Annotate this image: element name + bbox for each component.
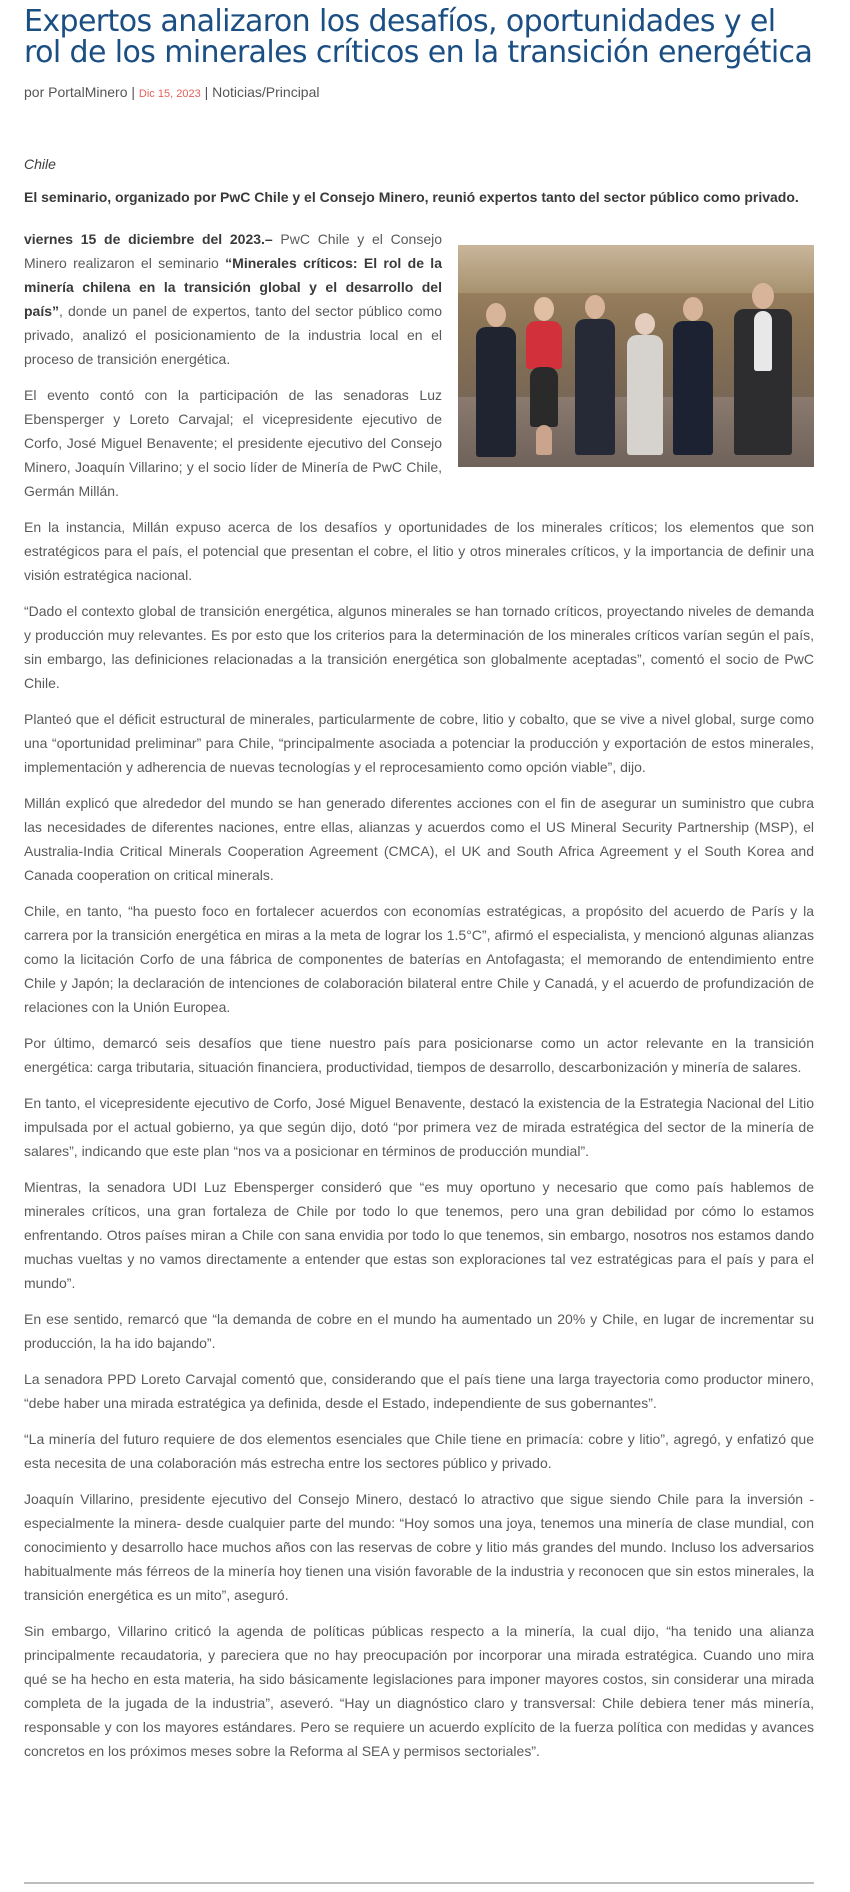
group-photo-image: [458, 245, 814, 467]
paragraph: Sin embargo, Villarino criticó la agenda de políticas públicas respecto a la minería, la cual dijo, “ha tenido una alianza principalmente recaudatoria, y pareciera que no hay preocupación por incorporar una mirada estratégica. Cuando uno mira qué se ha hecho en esta materia, ha sido básicamente legislaciones para imponer mayores costos, sin considerar una mirada completa de la jugada de la industria”, aseveró. “Hay un diagnóstico claro y transversal: Chile debiera tener más minería, responsable y con los mayores estándares. Pero se requiere un acuerdo explícito de la fuerza política con medidas y avances concretos en los próximos meses sobre la Reforma al SEA y permisos sectoriales”.: [24, 1623, 814, 1759]
photo-person: [474, 281, 518, 461]
article-body: [24, 227, 814, 1763]
seminar-name: “Minerales críticos: El rol de la minería chilena en la transición global y el desarrollo del país”: [24, 255, 442, 319]
paragraph: Mientras, la senadora UDI Luz Ebensperger consideró que “es muy oportuno y necesario que como país hablemos de minerales críticos, una gran fortaleza de Chile por todo lo que tenemos, pero una gran debilidad por cómo lo estamos enfrentando. Otros países miran a Chile con sana envidia por todo lo que tenemos, sin embargo, nosotros nos estamos dando muchas vueltas y no vamos directamente a entender que estas son exploraciones tal vez estratégicas para el país y para el mundo”.: [24, 1179, 814, 1291]
paragraph: “Dado el contexto global de transición energética, algunos minerales se han tornado críticos, proyectando niveles de demanda y producción muy relevantes. Es por esto que los criterios para la determinación de los minerales críticos varían según el país, sin embargo, las definiciones relacionadas a la transición energética son globalmente aceptadas”, comentó el socio de PwC Chile.: [24, 603, 814, 691]
category-link[interactable]: Noticias/Principal: [212, 84, 320, 100]
photo-person: [726, 269, 800, 461]
photo-person: [670, 277, 716, 461]
article-location: Chile: [24, 156, 56, 172]
paragraph: En ese sentido, remarcó que “la demanda de cobre en el mundo ha aumentado un 20% y Chile, en lugar de incrementar su producción, la ha ido bajando”.: [24, 1311, 814, 1351]
paragraph: Millán explicó que alrededor del mundo se han generado diferentes acciones con el fin de asegurar un suministro que cubra las necesidades de diferentes naciones, entre ellas, alianzas y acuerdos como el US Mineral Security Partnership (MSP), el Australia-India Critical Minerals Cooperation Agreement (CMCA), el UK and South Africa Agreement y el South Korea and Canada cooperation on critical minerals.: [24, 795, 814, 883]
dateline: viernes 15 de diciembre del 2023.–: [24, 231, 273, 247]
photo-person: [572, 277, 618, 461]
paragraph: El evento contó con la participación de las senadoras Luz Ebensperger y Loreto Carvajal; el vicepresidente ejecutivo de Corfo, José Miguel Benavente; el presidente ejecutivo del Consejo Minero, Joaquín Villarino; y el socio líder de Minería de PwC Chile, Germán Millán.: [24, 387, 442, 499]
paragraph: La senadora PPD Loreto Carvajal comentó que, considerando que el país tiene una larga trayectoria como productor minero, “debe haber una mirada estratégica ya definida, desde el Estado, independiente de sus gobernantes”.: [24, 1371, 814, 1411]
article-title: Expertos analizaron los desafíos, oportunidades y el rol de los minerales críticos en la transición energética: [24, 4, 813, 70]
meta-separator-2: |: [204, 84, 209, 100]
paragraph: Planteó que el déficit estructural de minerales, particularmente de cobre, litio y cobalto, que se vive a nivel global, surge como una “oportunidad preliminar” para Chile, “principalmente asociada a potenciar la producción y exportación de estos minerales, implementación y adherencia de nuevas tecnologías y el reprocesamiento como opción viable”, dijo.: [24, 711, 814, 775]
paragraph: “La minería del futuro requiere de dos elementos esenciales que Chile tiene en primacía: cobre y litio”, agregó, y enfatizó que esta necesita de una colaboración más estrecha entre los sectores público y privado.: [24, 1431, 814, 1471]
paragraph: Por último, demarcó seis desafíos que tiene nuestro país para posicionarse como un actor relevante en la transición energética: carga tributaria, situación financiera, productividad, tiempos de desarrollo, descarbonización y minería de salares.: [24, 1035, 814, 1075]
paragraph: Joaquín Villarino, presidente ejecutivo del Consejo Minero, destacó lo atractivo que sigue siendo Chile para la inversión -especialmente la minera- desde cualquier parte del mundo: “Hoy somos una joya, tenemos una minería de clase mundial, con conocimiento y desarrollo hace muchos años con las reservas de cobre y litio más grandes del mundo. Incluso los adversarios habitualmente más férreos de la minería hoy tienen una visión favorable de la industria y reconocen que sin estos minerales, la transición energética es un mito”, aseguró.: [24, 1491, 814, 1603]
paragraph-1: viernes 15 de diciembre del 2023.– PwC Chile y el Consejo Minero realizaron el seminario “Minerales críticos: El rol de la minería chilena en la transición global y el desarrollo del país”, donde un panel de expertos, tanto del sector público como privado, analizó el posicionamiento de la industria local en el proceso de transición energética.: [24, 231, 443, 367]
paragraph: En tanto, el vicepresidente ejecutivo de Corfo, José Miguel Benavente, destacó la existencia de la Estrategia Nacional del Litio impulsada por el actual gobierno, ya que según dijo, dotó “por primera vez de mirada estratégica del sector de la minería de salares”, indicando que este plan “nos va a posicionar en términos de producción mundial”.: [24, 1095, 814, 1159]
author-link[interactable]: PortalMinero: [48, 84, 128, 100]
paragraph: Chile, en tanto, “ha puesto foco en fortalecer acuerdos con economías estratégicas, a propósito del acuerdo de París y la carrera por la transición energética en miras a la meta de lograr los 1.5°C”, afirmó el especialista, y mencionó algunas alianzas como la licitación Corfo de una fábrica de componentes de baterías en Antofagasta; el memorando de entendimiento entre Chile y Japón; la declaración de intenciones de colaboración bilateral entre Chile y Canadá, y el acuerdo de profundización de relaciones con la Unión Europea.: [24, 903, 814, 1015]
photo-person: [624, 295, 666, 461]
article-meta: [24, 82, 814, 104]
photo-person: [522, 279, 566, 461]
publish-date: Dic 15, 2023: [138, 88, 201, 100]
article-lead: El seminario, organizado por PwC Chile y el Consejo Minero, reunió expertos tanto del sector público como privado.: [24, 189, 799, 205]
article: [24, 0, 814, 1775]
meta-separator: |: [131, 84, 136, 100]
byline-prefix: por: [24, 84, 45, 100]
paragraph: En la instancia, Millán expuso acerca de los desafíos y oportunidades de los minerales críticos; los elementos que son estratégicos para el país, el potencial que presentan el cobre, el litio y otros minerales críticos, y la importancia de definir una visión estratégica nacional.: [24, 519, 814, 583]
bottom-divider: [24, 1882, 814, 1884]
